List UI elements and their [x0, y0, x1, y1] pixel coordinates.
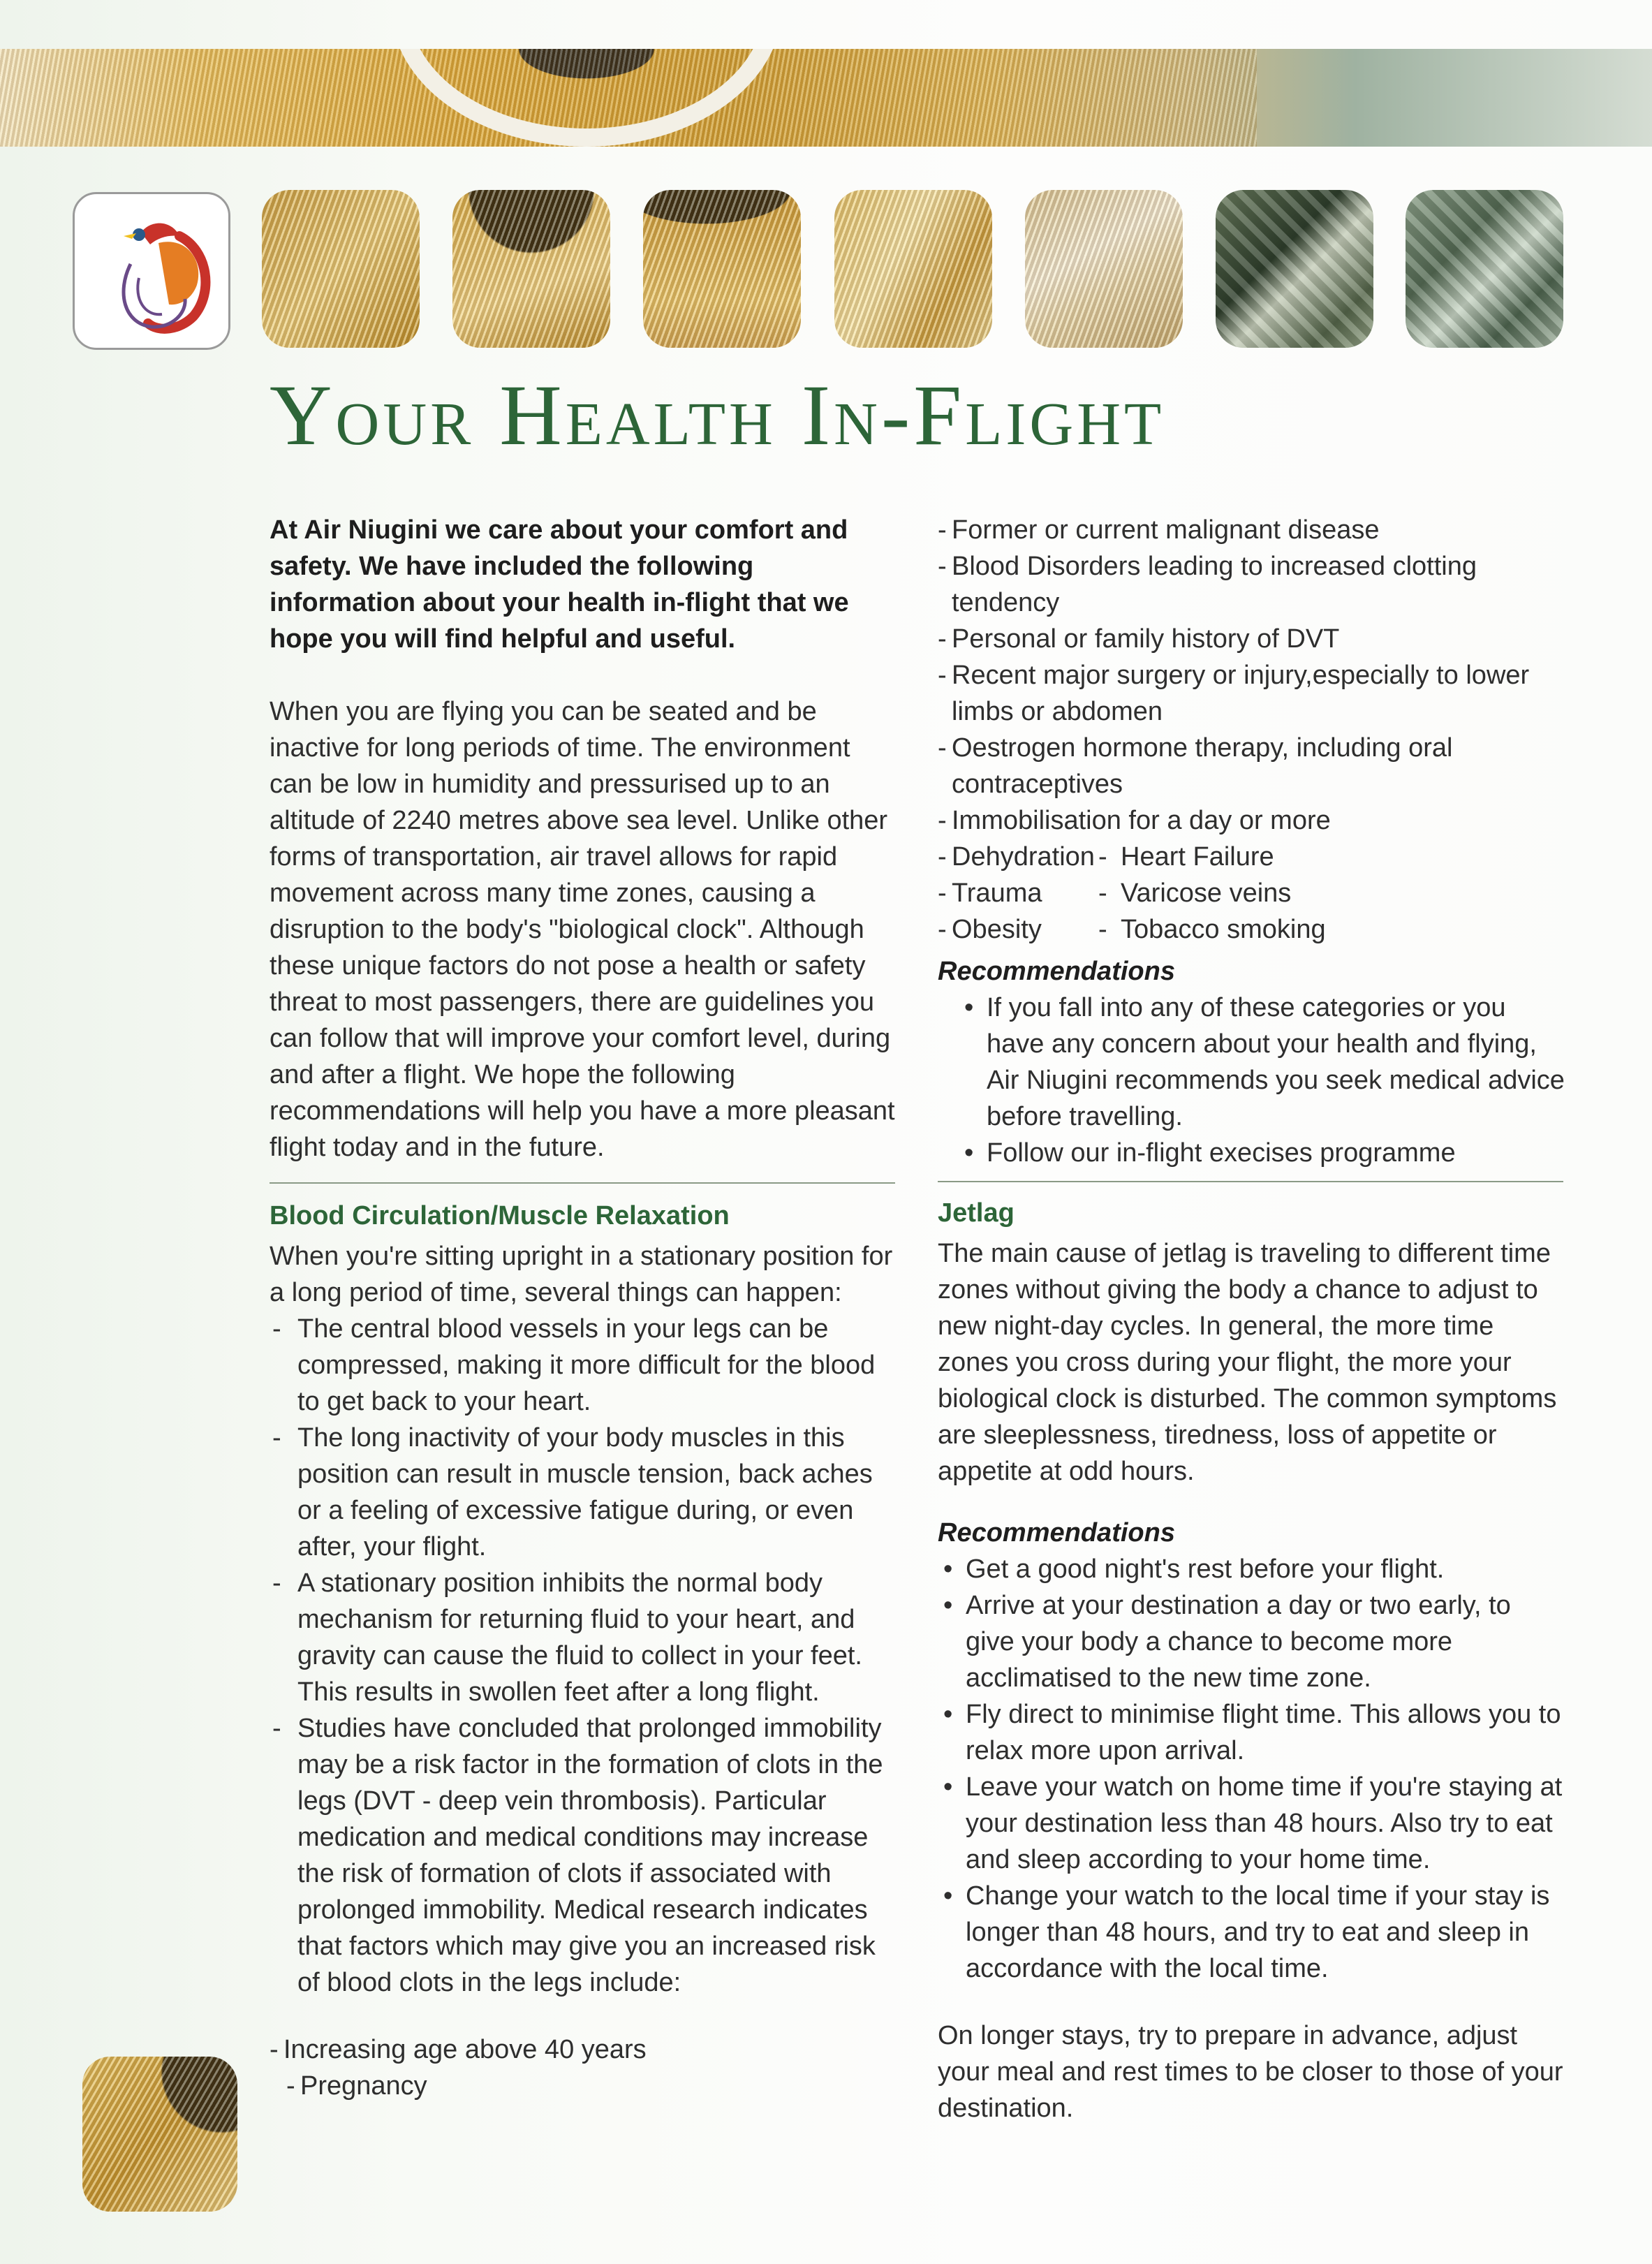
list-item: - The long inactivity of your body muscles in this position can result in muscle tension, back aches or a feeling of excessive fatigue during, or even after, your flight.: [270, 1420, 898, 1565]
jetlag-recommendations-heading: Recommendations: [938, 1518, 1175, 1548]
risk-factor-item: - Obesity: [952, 915, 1042, 944]
top-banner-image: [0, 49, 1652, 147]
risk-factor-item: - Dehydration: [952, 842, 1095, 872]
header-tile-image-3: [643, 190, 801, 348]
risk-factor-item: - Pregnancy: [270, 2068, 898, 2104]
body-paragraph: When you are flying you can be seated and be inactive for long periods of time. The environment can be low in humidity and pressurised up to an altitude of 2240 metres above sea level. Unlike other forms of transportation, air travel allows for rapid movement across many time zones, causing a disruption to the body's "biological clock". Although these unique factors do not pose a health or safety threat to most passengers, there are guidelines you can follow that will improve your comfort level, during and after a flight. We hope the following recommendations will help you have a more pleasant flight today and in the future.: [270, 697, 895, 1162]
risk-factor-item: - Immobilisation for a day or more: [938, 802, 1566, 839]
blood-circulation-list: [270, 1311, 898, 2001]
jetlag-paragraph: The main cause of jetlag is traveling to different time zones without giving the body a chance to adjust to new night-day cycles. In general, the more time zones you cross during your flight, the more your biological clock is disturbed. The common symptoms are sleeplessness, tiredness, loss of appetite or appetite at odd hours.: [938, 1239, 1557, 1486]
blood-circulation-lead: When you're sitting upright in a stationary position for a long period of time, several things can happen:: [270, 1242, 893, 1307]
list-item: • Fly direct to minimise flight time. This allows you to relax more upon arrival.: [938, 1696, 1566, 1769]
page-title: Your Health In-Flight: [270, 367, 1165, 463]
bottom-tile-image: [82, 2057, 237, 2212]
blood-circulation-heading: Blood Circulation/Muscle Relaxation: [270, 1201, 730, 1230]
list-item: - The central blood vessels in your legs can be compressed, making it more difficult for the blood to get back to your heart.: [270, 1311, 898, 1420]
risk-factor-item: - Varicose veins: [1098, 875, 1291, 911]
list-item: • Change your watch to the local time if your stay is longer than 48 hours, and try to eat and sleep in accordance with the local time.: [938, 1878, 1566, 1987]
blood-recommendations-list: [959, 990, 1566, 1171]
list-item: - Studies have concluded that prolonged immobility may be a risk factor in the formation of clots in the legs (DVT - deep vein thrombosis). Particular medication and medical conditions may increase the risk of formation of clots if associated with prolonged immobility. Medical research indicates that factors which may give you an increased risk of blood clots in the legs include:: [270, 1710, 898, 2001]
section-divider: [270, 1182, 895, 1184]
list-item: • Follow our in-flight execises programme: [959, 1135, 1566, 1171]
risk-factor-item: - Heart Failure: [1098, 839, 1274, 875]
header-tile-image-5: [1025, 190, 1183, 348]
risk-factor-item: - Former or current malignant disease: [938, 512, 1566, 548]
risk-factor-list-start: [270, 2031, 898, 2104]
bird-of-paradise-logo-icon: [75, 194, 228, 348]
jetlag-heading: Jetlag: [938, 1198, 1015, 1228]
list-item: • Arrive at your destination a day or two early, to give your body a chance to become more acclimatised to the new time zone.: [938, 1587, 1566, 1696]
list-item: • If you fall into any of these categories or you have any concern about your health and flying, Air Niugini recommends you seek medical advice before travelling.: [959, 990, 1566, 1135]
risk-factor-item: - Recent major surgery or injury,especially to lower limbs or abdomen: [938, 657, 1566, 730]
risk-factor-pair: [938, 839, 1566, 875]
section-divider: [938, 1181, 1563, 1182]
header-tile-image-4: [834, 190, 992, 348]
risk-factor-list: [938, 512, 1566, 948]
list-item: - A stationary position inhibits the normal body mechanism for returning fluid to your heart, and gravity can cause the fluid to collect in your feet. This results in swollen feet after a long flight.: [270, 1565, 898, 1710]
risk-factor-pair: [938, 911, 1566, 948]
left-column: [270, 512, 898, 2104]
list-item: • Get a good night's rest before your flight.: [938, 1551, 1566, 1587]
blood-recommendations-heading: Recommendations: [938, 957, 1175, 986]
jetlag-closing-paragraph: On longer stays, try to prepare in advance, adjust your meal and rest times to be closer to those of your destination.: [938, 2021, 1563, 2123]
list-item: • Leave your watch on home time if you're staying at your destination less than 48 hours. Also try to eat and sleep according to your home time.: [938, 1769, 1566, 1878]
risk-factor-item: - Blood Disorders leading to increased clotting tendency: [938, 548, 1566, 621]
header-tile-image-7: [1406, 190, 1563, 348]
risk-factor-item: - Increasing age above 40 years: [270, 2031, 898, 2068]
risk-factor-item: - Personal or family history of DVT: [938, 621, 1566, 657]
air-niugini-logo: [73, 192, 230, 350]
risk-factor-pair: [938, 875, 1566, 911]
intro-paragraph: At Air Niugini we care about your comfort and safety. We have included the following information about your health in-flight that we hope you will find helpful and useful.: [270, 515, 849, 654]
header-tile-image-6: [1216, 190, 1373, 348]
header-tile-image-1: [262, 190, 420, 348]
jetlag-recommendations-list: [938, 1551, 1566, 1987]
risk-factor-item: - Tobacco smoking: [1098, 911, 1326, 948]
risk-factor-item: - Trauma: [952, 879, 1042, 908]
risk-factor-item: - Oestrogen hormone therapy, including oral contraceptives: [938, 730, 1566, 802]
header-tile-image-2: [452, 190, 610, 348]
right-column: [938, 512, 1566, 2126]
